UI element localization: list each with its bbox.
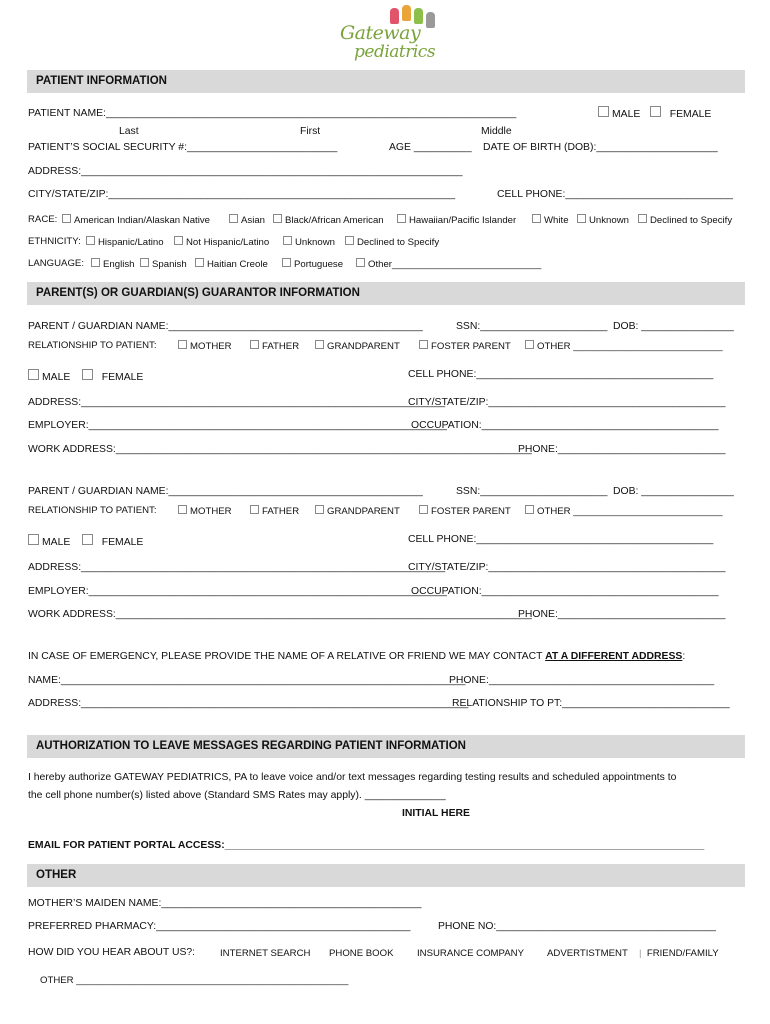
- guardian2-female-option[interactable]: FEMALE: [82, 534, 143, 548]
- pharmacy-phone-field[interactable]: PHONE NO:______________________________________: [438, 921, 716, 932]
- section-header-patient: PATIENT INFORMATION: [27, 70, 745, 93]
- guardian2-cell-field[interactable]: CELL PHONE:_________________________________________: [408, 534, 714, 545]
- guardian2-ssn-field[interactable]: SSN:______________________: [456, 486, 608, 497]
- checkbox-icon: [273, 214, 282, 223]
- checkbox-icon: [178, 505, 187, 514]
- checkbox-icon: [419, 340, 428, 349]
- race-option-black[interactable]: Black/African American: [273, 214, 384, 226]
- guardian1-cell-field[interactable]: CELL PHONE:_________________________________________: [408, 369, 714, 380]
- preferred-pharmacy-field[interactable]: PREFERRED PHARMACY:____________________________________________: [28, 921, 411, 932]
- hear-other-field[interactable]: OTHER ___________________________________________________: [40, 975, 349, 986]
- patient-male-option[interactable]: MALE: [598, 106, 640, 120]
- guardian1-address-field[interactable]: ADDRESS:_______________________________________________________________: [28, 397, 446, 408]
- section-header-authorization: AUTHORIZATION TO LEAVE MESSAGES REGARDING PATIENT INFORMATION: [27, 735, 745, 758]
- emergency-instructions: IN CASE OF EMERGENCY, PLEASE PROVIDE THE NAME OF A RELATIVE OR FRIEND WE MAY CONTACT AT A DIFFERENT ADDRESS:: [28, 651, 686, 662]
- checkbox-icon: [28, 534, 39, 545]
- checkbox-icon: [650, 106, 661, 117]
- guardian2-employer-field[interactable]: EMPLOYER:______________________________________________________________: [28, 586, 447, 597]
- guardian2-rel-foster[interactable]: FOSTER PARENT: [419, 505, 511, 517]
- emergency-phone-field[interactable]: PHONE:_______________________________________: [449, 675, 715, 686]
- patient-city-field[interactable]: CITY/STATE/ZIP:____________________________________________________________: [28, 189, 456, 200]
- checkbox-icon: [282, 258, 291, 267]
- guardian1-city-field[interactable]: CITY/STATE/ZIP:_________________________________________: [408, 397, 726, 408]
- authorization-text-line1: I hereby authorize GATEWAY PEDIATRICS, PA to leave voice and/or text messages regarding testing results and scheduled appointments to: [28, 772, 677, 783]
- checkbox-icon: [250, 505, 259, 514]
- hear-option-internet[interactable]: INTERNET SEARCH: [220, 948, 311, 959]
- checkbox-icon: [250, 340, 259, 349]
- guardian2-name-field[interactable]: PARENT / GUARDIAN NAME:____________________________________________: [28, 486, 423, 497]
- language-option-portuguese[interactable]: Portuguese: [282, 258, 343, 270]
- checkbox-icon: [345, 236, 354, 245]
- guardian1-phone-field[interactable]: PHONE:_____________________________: [518, 444, 726, 455]
- guardian2-address-field[interactable]: ADDRESS:_______________________________________________________________: [28, 562, 446, 573]
- guardian2-occupation-field[interactable]: OCCUPATION:_________________________________________: [411, 586, 719, 597]
- guardian1-name-field[interactable]: PARENT / GUARDIAN NAME:____________________________________________: [28, 321, 423, 332]
- guardian1-male-option[interactable]: MALE: [28, 369, 70, 383]
- guardian1-relationship-label: RELATIONSHIP TO PATIENT:: [28, 340, 157, 351]
- checkbox-icon: [174, 236, 183, 245]
- checkbox-icon: [315, 340, 324, 349]
- label-middle: Middle: [481, 126, 512, 137]
- label-first: First: [300, 126, 321, 137]
- guardian2-rel-father[interactable]: FATHER: [250, 505, 299, 517]
- hear-option-phonebook[interactable]: PHONE BOOK: [329, 948, 394, 959]
- gateway-pediatrics-logo: Gateway pediatrics: [332, 8, 444, 66]
- guardian1-rel-mother[interactable]: MOTHER: [178, 340, 232, 352]
- initial-here-label: INITIAL HERE: [402, 808, 470, 819]
- checkbox-icon: [178, 340, 187, 349]
- label-last: Last: [119, 126, 139, 137]
- guardian1-rel-grandparent[interactable]: GRANDPARENT: [315, 340, 400, 352]
- patient-ssn-field[interactable]: PATIENT’S SOCIAL SECURITY #:__________________________: [28, 142, 338, 153]
- guardian1-work-address-field[interactable]: WORK ADDRESS:________________________________________________________________________: [28, 444, 532, 455]
- checkbox-icon: [283, 236, 292, 245]
- guardian1-rel-foster[interactable]: FOSTER PARENT: [419, 340, 511, 352]
- guardian1-rel-other[interactable]: OTHER ____________________________: [525, 340, 723, 352]
- checkbox-icon: [532, 214, 541, 223]
- checkbox-icon: [525, 340, 534, 349]
- patient-dob-field[interactable]: DATE OF BIRTH (DOB):_____________________: [483, 142, 718, 153]
- guardian1-employer-field[interactable]: EMPLOYER:______________________________________________________________: [28, 420, 447, 431]
- guardian2-rel-other[interactable]: OTHER ____________________________: [525, 505, 723, 517]
- guardian2-dob-field[interactable]: DOB: ________________: [613, 486, 734, 497]
- language-option-english[interactable]: English: [91, 258, 134, 270]
- how-did-you-hear-label: HOW DID YOU HEAR ABOUT US?:: [28, 947, 196, 958]
- race-option-white[interactable]: White: [532, 214, 569, 226]
- emergency-address-field[interactable]: ADDRESS:___________________________________________________________________: [28, 698, 469, 709]
- guardian1-female-option[interactable]: FEMALE: [82, 369, 143, 383]
- checkbox-icon: [82, 534, 93, 545]
- checkbox-icon: [397, 214, 406, 223]
- guardian2-phone-field[interactable]: PHONE:_____________________________: [518, 609, 726, 620]
- race-option-asian[interactable]: Asian: [229, 214, 265, 226]
- checkbox-icon: [356, 258, 365, 267]
- checkbox-icon: [315, 505, 324, 514]
- section-header-other: OTHER: [27, 864, 745, 887]
- section-header-guarantor: PARENT(S) OR GUARDIAN(S) GUARANTOR INFORMATION: [27, 282, 745, 305]
- checkbox-icon: [525, 505, 534, 514]
- guardian1-occupation-field[interactable]: OCCUPATION:_________________________________________: [411, 420, 719, 431]
- checkbox-icon: [598, 106, 609, 117]
- checkbox-icon: [82, 369, 93, 380]
- guardian2-rel-grandparent[interactable]: GRANDPARENT: [315, 505, 400, 517]
- checkbox-icon: [28, 369, 39, 380]
- checkbox-icon: [195, 258, 204, 267]
- guardian2-work-address-field[interactable]: WORK ADDRESS:________________________________________________________________________: [28, 609, 532, 620]
- checkbox-icon: [577, 214, 586, 223]
- race-option-hawaiian[interactable]: Hawaiian/Pacific Islander: [397, 214, 516, 226]
- ethnicity-option-hispanic[interactable]: Hispanic/Latino: [86, 236, 164, 248]
- child-figure-icon: [402, 5, 411, 21]
- child-figure-icon: [426, 12, 435, 28]
- patient-age-field[interactable]: AGE __________: [389, 142, 472, 153]
- guardian2-relationship-label: RELATIONSHIP TO PATIENT:: [28, 505, 157, 516]
- race-option-unknown[interactable]: Unknown: [577, 214, 629, 226]
- ethnicity-label: ETHNICITY:: [28, 236, 81, 247]
- patient-address-field[interactable]: ADDRESS:__________________________________________________________________: [28, 166, 463, 177]
- guardian1-rel-father[interactable]: FATHER: [250, 340, 299, 352]
- emergency-name-field[interactable]: NAME:______________________________________________________________________: [28, 675, 466, 686]
- emergency-relationship-field[interactable]: RELATIONSHIP TO PT:_____________________________: [452, 698, 730, 709]
- guardian2-city-field[interactable]: CITY/STATE/ZIP:_________________________________________: [408, 562, 726, 573]
- race-option-native[interactable]: American Indian/Alaskan Native: [62, 214, 210, 226]
- guardian2-rel-mother[interactable]: MOTHER: [178, 505, 232, 517]
- patient-cell-field[interactable]: CELL PHONE:_____________________________: [497, 189, 733, 200]
- language-option-creole[interactable]: Haitian Creole: [195, 258, 268, 270]
- checkbox-icon: [419, 505, 428, 514]
- language-option-other[interactable]: Other____________________________: [356, 258, 541, 270]
- guardian1-ssn-field[interactable]: SSN:______________________: [456, 321, 608, 332]
- checkbox-icon: [62, 214, 71, 223]
- hear-option-advertisement[interactable]: ADVERTISTMENT: [547, 948, 628, 959]
- guardian1-dob-field[interactable]: DOB: ________________: [613, 321, 734, 332]
- guardian2-male-option[interactable]: MALE: [28, 534, 70, 548]
- checkbox-icon: [91, 258, 100, 267]
- ethnicity-option-not-hispanic[interactable]: Not Hispanic/Latino: [174, 236, 269, 248]
- ethnicity-option-unknown[interactable]: Unknown: [283, 236, 335, 248]
- race-option-declined[interactable]: Declined to Specify: [638, 214, 732, 226]
- authorization-initial-field[interactable]: the cell phone number(s) listed above (Standard SMS Rates may apply). ______________: [28, 790, 446, 801]
- email-portal-field[interactable]: EMAIL FOR PATIENT PORTAL ACCESS:___________________________________________________________________________________: [28, 840, 705, 851]
- patient-female-option[interactable]: FEMALE: [650, 106, 711, 120]
- mothers-maiden-name-field[interactable]: MOTHER’S MAIDEN NAME:_____________________________________________: [28, 898, 422, 909]
- checkbox-icon: [229, 214, 238, 223]
- patient-name-field[interactable]: PATIENT NAME:_______________________________________________________________________: [28, 108, 517, 119]
- hear-option-friend[interactable]: | FRIEND/FAMILY: [639, 948, 719, 959]
- checkbox-icon: [140, 258, 149, 267]
- race-label: RACE:: [28, 214, 58, 225]
- language-option-spanish[interactable]: Spanish: [140, 258, 187, 270]
- checkbox-icon: [86, 236, 95, 245]
- checkbox-icon: [638, 214, 647, 223]
- language-label: LANGUAGE:: [28, 258, 84, 269]
- hear-option-insurance[interactable]: INSURANCE COMPANY: [417, 948, 524, 959]
- ethnicity-option-declined[interactable]: Declined to Specify: [345, 236, 439, 248]
